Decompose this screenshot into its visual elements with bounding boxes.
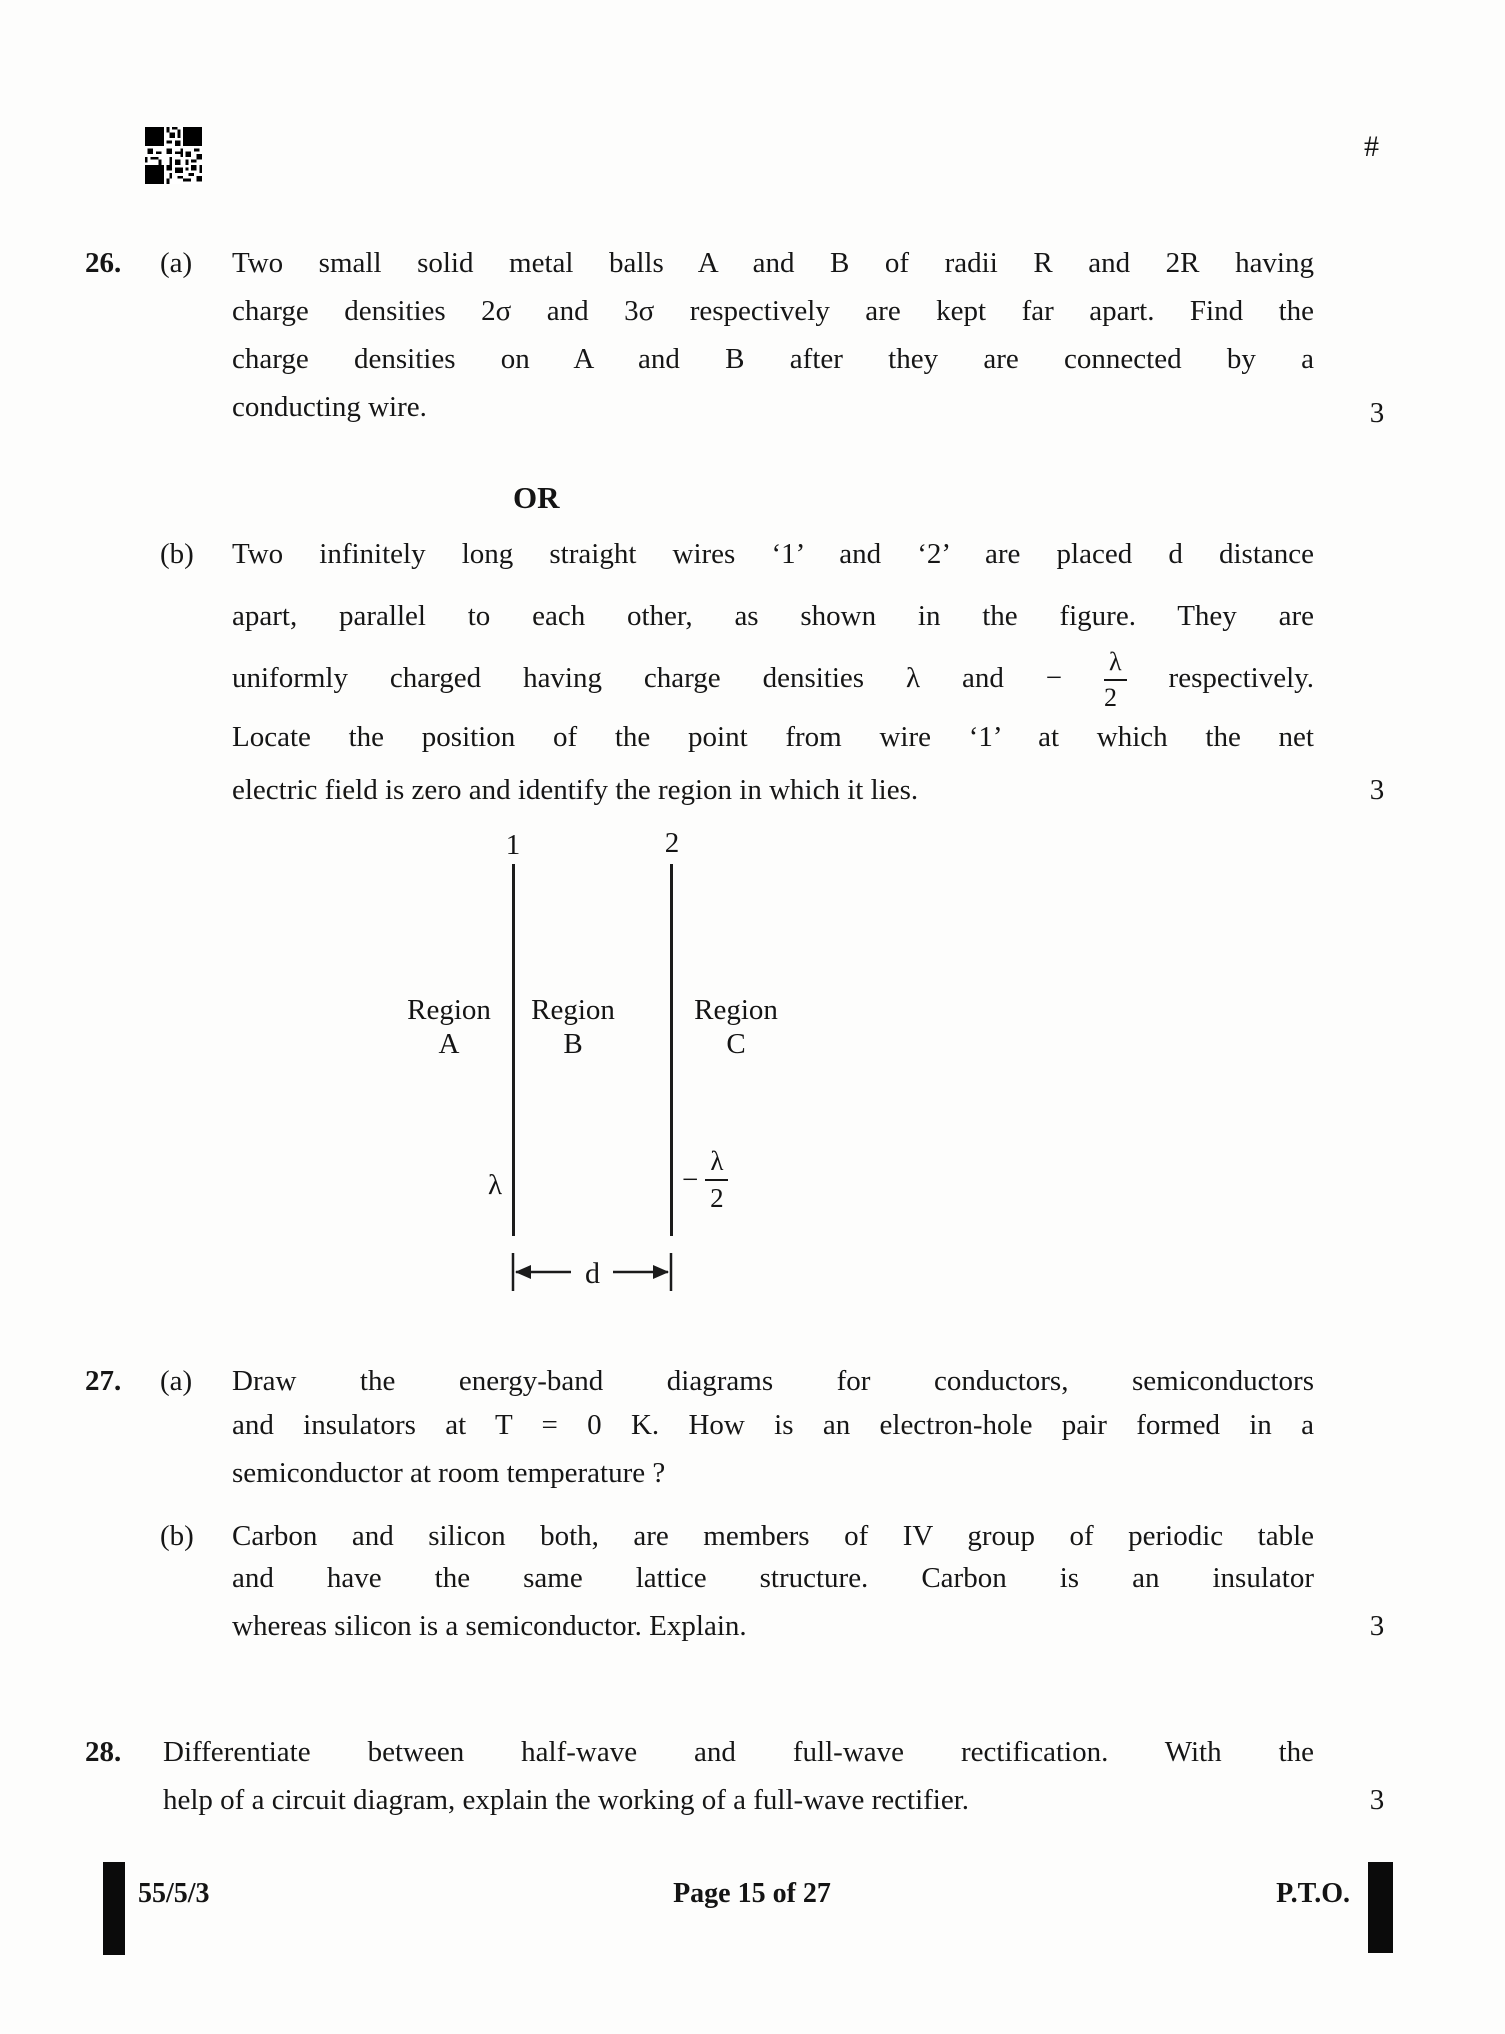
figure-neg-lambda-half-label (682, 1148, 728, 1212)
fraction-numerator: λ (1104, 649, 1127, 681)
q26b-line3-text-pre: uniformly charged having charge densities λ and − (232, 662, 1063, 694)
q27b-line-2: and have the same lattice structure. Carbon is an insulator (232, 1562, 1314, 1594)
q26-part-b-label: (b) (160, 538, 194, 570)
q28-marks-value: 3 (1369, 1784, 1385, 1816)
region-c-letter: C (726, 1028, 746, 1060)
footer-left-bar (103, 1862, 125, 1955)
region-b-letter: B (563, 1028, 583, 1060)
q26b-line-2: apart, parallel to each other, as shown in the figure. They are (232, 600, 1314, 632)
page-number: Page 15 of 27 (673, 1878, 831, 1909)
hash-symbol: # (1364, 130, 1379, 163)
footer-right-bar (1368, 1862, 1393, 1953)
figure-region-a-label (392, 993, 506, 1061)
q26b-line3-text-post: respectively. (1168, 662, 1315, 694)
fraction-denominator: 2 (710, 1183, 724, 1213)
q28-line-2: help of a circuit diagram, explain the working of a full-wave rectifier. (163, 1784, 970, 1816)
figure-region-c-label (682, 993, 790, 1061)
figure-distance-arrow (511, 1250, 673, 1294)
q26b-line-1: Two infinitely long straight wires ‘1’ and ‘2’ are placed d distance (232, 538, 1314, 570)
minus-sign: − (682, 1163, 699, 1196)
question-28-number: 28. (85, 1736, 122, 1768)
figure-wire-2 (670, 864, 673, 1236)
q26a-line-2: charge densities 2σ and 3σ respectively are kept far apart. Find the (232, 295, 1314, 327)
distance-label: d (585, 1257, 600, 1290)
figure-region-b-label (523, 993, 623, 1061)
figure-lambda-label: λ (487, 1169, 502, 1201)
q26b-line-3 (232, 647, 1315, 713)
figure-wire-2-label: 2 (664, 827, 680, 859)
or-separator: OR (513, 480, 560, 515)
q27-marks-value: 3 (1369, 1610, 1385, 1642)
q27b-line-1: Carbon and silicon both, are members of IV group of periodic table (232, 1520, 1314, 1552)
figure-wire-1-label: 1 (505, 829, 521, 861)
q27-part-a-label: (a) (160, 1365, 193, 1397)
q28-line-1: Differentiate between half-wave and full-wave rectification. With the (163, 1736, 1314, 1768)
paper-code: 55/5/3 (138, 1878, 210, 1909)
region-b-word: Region (531, 994, 615, 1026)
q27a-line-1: Draw the energy-band diagrams for conductors, semiconductors (232, 1365, 1314, 1397)
figure-wire-1 (512, 864, 515, 1236)
fraction-numerator: λ (705, 1148, 728, 1181)
qr-code (145, 127, 202, 184)
q26b-marks-value: 3 (1369, 774, 1385, 806)
q27b-line-3: whereas silicon is a semiconductor. Explain. (232, 1610, 747, 1642)
q26b-line-5: electric field is zero and identify the region in which it lies. (232, 774, 919, 806)
q26b-line-4: Locate the position of the point from wire ‘1’ at which the net (232, 721, 1314, 753)
q27a-line-3: semiconductor at room temperature ? (232, 1457, 666, 1489)
region-a-letter: A (438, 1028, 460, 1060)
q26a-line-1: Two small solid metal balls A and B of radii R and 2R having (232, 247, 1314, 279)
pto-label: P.T.O. (1276, 1878, 1350, 1909)
q26a-line-3: charge densities on A and B after they are connected by a (232, 343, 1314, 375)
q26-part-a-label: (a) (160, 247, 193, 279)
q26a-line-4: conducting wire. (232, 391, 427, 423)
region-c-word: Region (694, 994, 778, 1026)
lambda-over-2-fraction (705, 1148, 728, 1212)
question-27-number: 27. (85, 1365, 122, 1397)
region-a-word: Region (407, 994, 491, 1026)
lambda-over-2-fraction (1104, 649, 1127, 711)
q27-part-b-label: (b) (160, 1520, 194, 1552)
question-26-number: 26. (85, 247, 122, 279)
fraction-denominator: 2 (1104, 683, 1118, 713)
q26a-marks-value: 3 (1369, 397, 1385, 429)
q27a-line-2: and insulators at T = 0 K. How is an electron-hole pair formed in a (232, 1409, 1314, 1441)
